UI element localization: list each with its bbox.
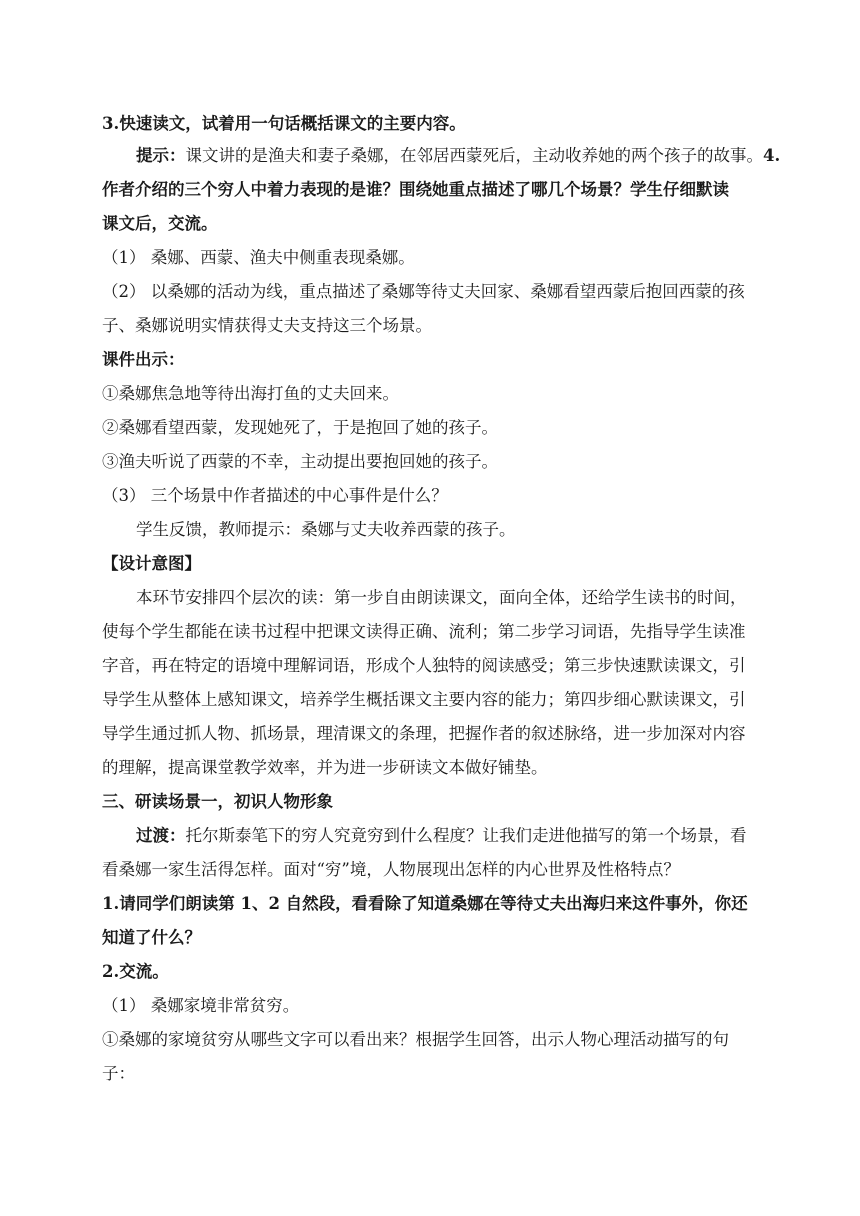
design-paragraph-line-3: 字音，再在特定的语境中理解词语，形成个人独特的阅读感受；第三步快速默读课文，引: [102, 656, 746, 675]
task-1-line-2: 知道了什么？: [102, 928, 201, 947]
step-3-heading: 3.快速读文，试着用一句话概括课文的主要内容。: [102, 114, 466, 133]
list-item-poverty: （1） 桑娜家境非常贫穷。: [102, 996, 300, 1015]
section-3-heading: 三、研读场景一，初识人物形象: [102, 792, 333, 811]
design-paragraph-line-2: 使每个学生都能在读书过程中把课文读得正确、流利；第二步学习词语，先指导学生读准: [102, 622, 746, 641]
courseware-item-3: ③渔夫听说了西蒙的不幸，主动提出要抱回她的孩子。: [102, 452, 498, 471]
question-line-1: ①桑娜的家境贫穷从哪些文字可以看出来？根据学生回答，出示人物心理活动描写的句: [102, 1030, 729, 1049]
list-item-1: （1） 桑娜、西蒙、渔夫中侧重表现桑娜。: [102, 248, 415, 267]
transition-line-2: 看桑娜一家生活得怎样。面对“穷”境，人物展现出怎样的内心世界及性格特点？: [102, 860, 680, 879]
design-paragraph-line-5: 导学生通过抓人物、抓场景，理清课文的条理，把握作者的叙述脉络，进一步加深对内容: [102, 724, 746, 743]
question-line-2: 子：: [102, 1064, 135, 1083]
step-4-heading-line-2: 课文后，交流。: [102, 214, 218, 233]
courseware-heading: 课件出示：: [102, 350, 185, 369]
design-paragraph-line-1: 本环节安排四个层次的读：第一步自由朗读课文，面向全体，还给学生读书的时间，: [136, 588, 747, 607]
design-intent-heading: 【设计意图】: [102, 554, 201, 573]
transition-line-1: 过渡：托尔斯泰笔下的穷人究竟穷到什么程度？让我们走进他描写的第一个场景，看: [136, 826, 747, 845]
student-feedback: 学生反馈，教师提示：桑娜与丈夫收养西蒙的孩子。: [136, 520, 516, 539]
design-paragraph-line-4: 导学生从整体上感知课文，培养学生概括课文主要内容的能力；第四步细心默读课文，引: [102, 690, 746, 709]
hint-paragraph-line: 提示：课文讲的是渔夫和妻子桑娜，在邻居西蒙死后，主动收养她的两个孩子的故事。4.: [136, 146, 781, 165]
list-item-3: （3） 三个场景中作者描述的中心事件是什么？: [102, 486, 448, 505]
courseware-item-1: ①桑娜焦急地等待出海打鱼的丈夫回来。: [102, 384, 399, 403]
list-item-2-line-1: （2） 以桑娜的活动为线，重点描述了桑娜等待丈夫回家、桑娜看望西蒙后抱回西蒙的孩: [102, 282, 745, 301]
design-paragraph-line-6: 的理解，提高课堂教学效率，并为进一步研读文本做好铺垫。: [102, 758, 548, 777]
task-1-line-1: 1.请同学们朗读第 1、2 自然段，看看除了知道桑娜在等待丈夫出海归来这件事外，你还: [102, 894, 748, 913]
courseware-item-2: ②桑娜看望西蒙，发现她死了，于是抱回了她的孩子。: [102, 418, 498, 437]
list-item-2-line-2: 子、桑娜说明实情获得丈夫支持这三个场景。: [102, 316, 432, 335]
task-2-heading: 2.交流。: [102, 962, 169, 981]
step-4-heading-line-1: 作者介绍的三个穷人中着力表现的是谁？围绕她重点描述了哪几个场景？学生仔细默读: [102, 180, 729, 199]
